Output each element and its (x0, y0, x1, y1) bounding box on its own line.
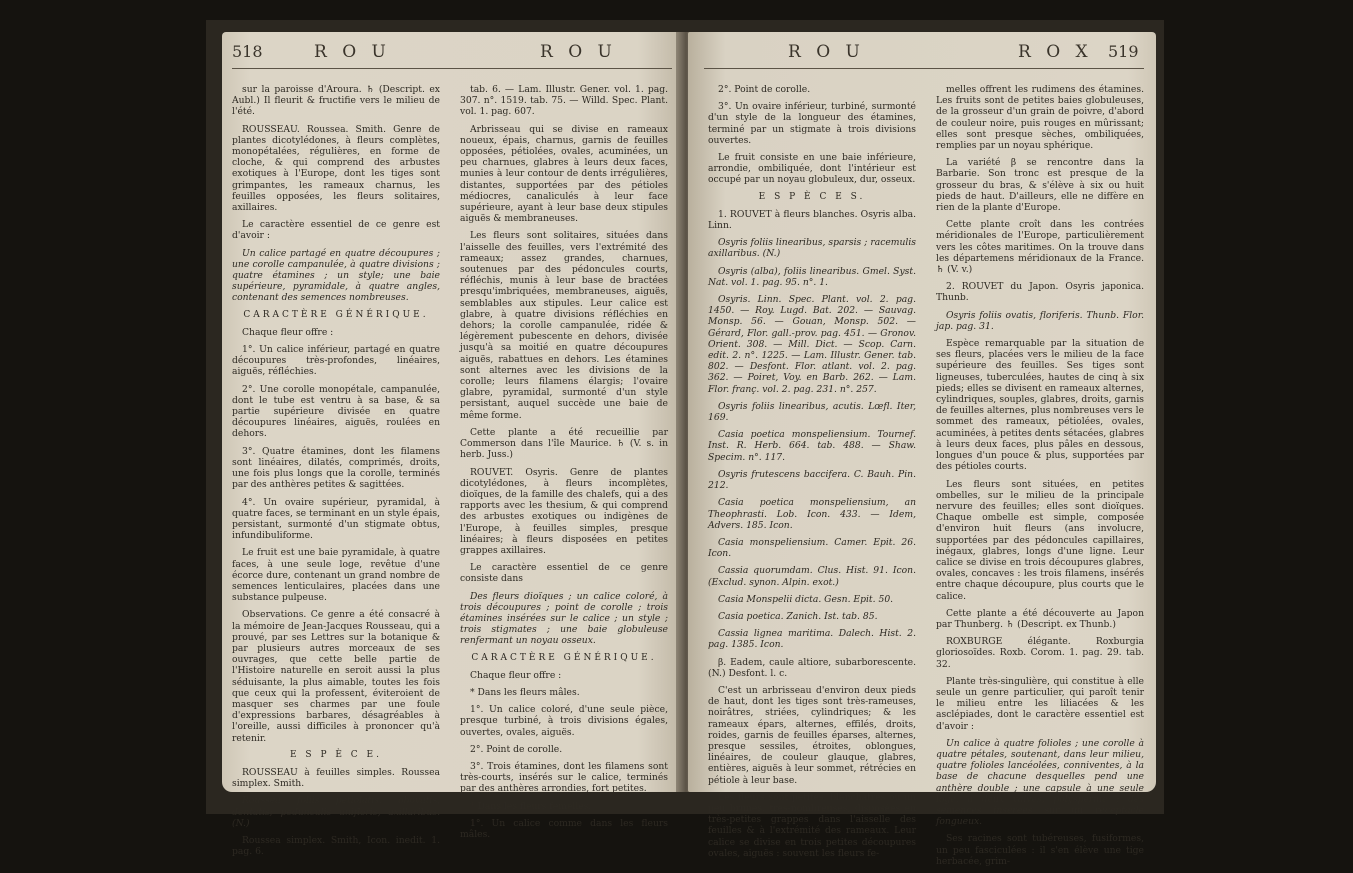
right-column-1 (708, 84, 916, 865)
paragraph: Un calice partagé en quatre découpures ; une corolle campanulée, à quatre divisions ; quatre étamines ; un style; une baie supérieure, pyramidale, à quatre angles, contenant des semences nombreuses. (232, 247, 440, 304)
paragraph: 3°. Un ovaire inférieur, turbiné, surmonté d'un style de la longueur des étamines, terminé par un stigmate à trois divisions ouvertes. (708, 101, 916, 146)
paragraph: E S P È C E. (290, 749, 382, 760)
paragraph: sur la paroisse d'Aroura. ♄ (Descript. ex Aubl.) Il fleurit & fructifie vers le milieu de l'été. (232, 84, 440, 118)
paragraph: Osyris frutescens baccifera. C. Bauh. Pin. 212. (708, 468, 916, 492)
right-page (688, 32, 1156, 867)
paragraph: Le caractère essentiel de ce genre est d'avoir : (232, 219, 440, 242)
paragraph: melles offrent les rudimens des étamines. Les fruits sont de petites baies globuleuses, de la grosseur d'un grain de poivre, d'abord de couleur noire, puis rouges en mûrissant; elles sont presque sèches, ombiliquées, remplies par un noyau sphérique. (936, 84, 1144, 152)
paragraph: Les fleurs sont petites, blanchâtres ou un peu brunes, très-nombreuses, disposées en très-petites grappes dans l'aisselle des feuilles & à l'extrémité des rameaux. Leur calice se divise en trois petites découpures ovales, aiguës : souvent les fleurs fe- (708, 791, 916, 859)
left-page (222, 32, 684, 858)
left-page-number: 518 (232, 42, 263, 61)
paragraph: Plante très-singulière, qui constitue à elle seule un genre particulier, qui paroît tenir le milieu entre les liliacées & les asclépiades, dont le caractère essentiel est d'avoir : (936, 675, 1144, 732)
paragraph: 2. ROUVET du Japon. Osyris japonica. Thunb. (936, 281, 1144, 304)
paragraph: 4°. Un ovaire supérieur, pyramidal, à quatre faces, se terminant en un style épais, persistant, surmonté d'un stigmate obtus, infundibuliforme. (232, 496, 440, 542)
paragraph: ROXBURGE élégante. Roxburgia gloriosoïdes. Roxb. Corom. 1. pag. 29. tab. 32. (936, 636, 1144, 670)
paragraph: Roussea foliis petiolatis, obovatis, dentatis; pedunculis unifloris, axillaribus. (N.) (232, 795, 440, 829)
paragraph: CARACTÈRE GÉNÉRIQUE. (471, 652, 657, 663)
paragraph: tab. 6. — Lam. Illustr. Gener. vol. 1. pag. 307. n°. 1519. tab. 75. — Willd. Spec. Plant. vol. 1. pag. 607. (460, 84, 668, 118)
paragraph: * Dans les fleurs femelles. (470, 800, 592, 812)
paragraph: Osyris. Linn. Spec. Plant. vol. 2. pag. 1450. — Roy. Lugd. Bat. 202. — Sauvag. Monsp. 56. — Gouan, Monsp. 502. — Gérard, Flor. gall.-prov. pag. 451. — Gronov. Orient. 308. — Mill. Dict. — Scop. Carn. edit. 2. n°. 1225. — Lam. Illustr. Gener. tab. 802. — Desfont. Flor. atlant. vol. 2. pag. 362. — Poiret, Voy. en Barb. 262. — Lam. Flor. franç. vol. 2. pag. 231. n°. 257. (708, 294, 916, 395)
paragraph: 1°. Un calice inférieur, partagé en quatre découpures très-profondes, linéaires, aiguës, réfléchies. (232, 344, 440, 378)
left-column-1 (232, 84, 440, 863)
right-header-rule (704, 68, 1144, 69)
paragraph: Osyris foliis ovatis, floriferis. Thunb. Flor. jap. pag. 31. (936, 309, 1144, 332)
paragraph: Casia Monspelii dicta. Gesn. Epit. 50. (718, 593, 894, 605)
paragraph: Chaque fleur offre : (470, 669, 562, 681)
paragraph: Arbrisseau qui se divise en rameaux noueux, épais, charnus, garnis de feuilles opposées, pétiolées, ovales, acuminées, un peu charnues, glabres à leurs deux faces, munies à leur contour de dents irrégulières, distantes, supportées par des pétioles médiocres, canaliculés à leur face supérieure, ayant à leur base deux stipules aiguës & membraneuses. (460, 123, 668, 225)
paragraph: 2°. Point de corolle. (718, 84, 811, 95)
paragraph: Casia poetica. Zanich. Ist. tab. 85. (718, 610, 878, 622)
paragraph: Le caractère essentiel de ce genre consiste dans (460, 562, 668, 585)
paragraph: 2°. Une corolle monopétale, campanulée, dont le tube est ventru à sa base, & sa partie supérieure divisée en quatre découpures linéaires, aiguës, roulées en dehors. (232, 383, 440, 440)
paragraph: Les fleurs sont situées, en petites ombelles, sur le milieu de la principale nervure des feuilles; elles sont dioïques. Chaque ombelle est simple, composée d'environ huit fleurs (ans involucre, supportées par des pédoncules capillaires, inégaux, glabres, longs d'une ligne. Leur calice se divise en trois découpures glabres, ovales, concaves : les trois filamens, insérés entre chaque découpure, plus courts que le calice. (936, 478, 1144, 602)
paragraph: Cette plante croît dans les contrées méridionales de l'Europe, particulièrement vers les côtes maritimes. On la trouve dans les départemens méridionaux de la France. ♄ (V. v.) (936, 219, 1144, 276)
paragraph: Cassia lignea maritima. Dalech. Hist. 2. pag. 1385. Icon. (708, 628, 916, 651)
paragraph: Des fleurs dioïques ; un calice coloré, à trois découpures ; point de corolle ; trois étamines insérées sur le calice ; un style ; trois stigmates ; une baie globuleuse renfermant un noyau osseux. (460, 590, 668, 647)
left-running-head-1: R O U (314, 42, 391, 62)
paragraph: Le fruit est une baie pyramidale, à quatre faces, à une seule loge, revêtue d'une écorce dure, contenant un grand nombre de semences lenticulaires, placées dans une substance pulpeuse. (232, 547, 440, 604)
paragraph: β. Eadem, caule altiore, subarborescente. (N.) Desfont. l. c. (708, 656, 916, 679)
paragraph: Un calice à quatre folioles ; une corolle à quatre pétales, soutenant, dans leur milieu, quatre folioles lancéolées, conniventes, à la base de chacune desquelles pend une anthère double ; une capsule à une seule loge, à deux valves, polysperme ; des semences insérées sur un réceptacle fongueux. (936, 737, 1144, 828)
left-column-2 (460, 84, 668, 846)
paragraph: Cette plante a été découverte au Japon par Thunberg. ♄ (Descript. ex Thunb.) (936, 607, 1144, 630)
paragraph: E S P È C E S. (758, 191, 866, 202)
paragraph: Les fleurs sont solitaires, situées dans l'aisselle des feuilles, vers l'extrémité des rameaux; assez grandes, charnues, soutenues par des pédoncules courts, réfléchis, munis à leur base de bractées presqu'imbriquées, membraneuses, aiguës, semblables aux stipules. Leur calice est glabre, à quatre divisions réfléchies en dehors; la corolle campanulée, ridée & légèrement pubescente en dehors, divisée jusqu'à sa moitié en quatre découpures aiguës, rabattues en dehors. Les étamines sont alternes avec les divisions de la corolle; leurs filamens élargis; l'ovaire glabre, pyramidal, surmonté d'un style persistant, auquel succède une baie de même forme. (460, 230, 668, 421)
paragraph: 1°. Un calice coloré, d'une seule pièce, presque turbiné, à trois divisions égales, ouvertes, ovales, aiguës. (460, 704, 668, 738)
paragraph: Cassia quorumdam. Clus. Hist. 91. Icon. (Exclud. synon. Alpin. exot.) (708, 565, 916, 588)
paragraph: 1. ROUVET à fleurs blanches. Osyris alba. Linn. (708, 208, 916, 232)
paragraph: Osyris (alba), foliis linearibus. Gmel. Syst. Nat. vol. 1. pag. 95. n°. 1. (708, 265, 916, 288)
right-running-head-2: R O X (1018, 42, 1093, 62)
paragraph: CARACTÈRE GÉNÉRIQUE. (243, 309, 429, 320)
paragraph: La variété β se rencontre dans la Barbarie. Son tronc est presque de la grosseur du bras, & s'élève à six ou huit pieds de haut. D'ailleurs, elle ne diffère en rien de la plante d'Europe. (936, 157, 1144, 214)
left-running-head-2: R O U (540, 42, 617, 62)
paragraph: Ses racines sont tubéreuses, fusiformes, un peu fasciculées : il s'en élève une tige herbacée, grim- (936, 833, 1144, 867)
paragraph: Casia monspeliensium. Camer. Epit. 26. Icon. (708, 536, 916, 560)
paragraph: 2°. Point de corolle. (470, 743, 563, 755)
paragraph: Le fruit consiste en une baie inférieure, arrondie, ombiliquée, dont l'intérieur est occupé par un noyau globuleux, dur, osseux. (708, 152, 916, 186)
right-page-number: 519 (1108, 42, 1139, 61)
right-column-2 (936, 84, 1144, 873)
paragraph: * Dans les fleurs mâles. (470, 686, 580, 698)
right-running-head-1: R O U (788, 42, 865, 62)
paragraph: Observations. Ce genre a été consacré à la mémoire de Jean-Jacques Rousseau, qui a prouvé, par ses Lettres sur la botanique & par plusieurs autres morceaux de ses ouvrages, que cette belle partie de l'Histoire naturelle en seroit aussi la plus séduisante, la plus aimable, toutes les fois que ceux qui la professent, éviteroient de masquer ses charmes par une foule d'expressions barbares, désagréables à l'oreille, aussi difficiles à prononcer qu'à retenir. (232, 609, 440, 744)
paragraph: Osyris foliis linearibus, acutis. Lœfl. Iter, 169. (708, 400, 916, 424)
paragraph: Chaque fleur offre : (242, 326, 334, 338)
paragraph: ROUSSEAU. Roussea. Smith. Genre de plantes dicotylédones, à fleurs complètes, monopétalées, régulières, en forme de cloche, & qui comprend des arbustes exotiques à l'Europe, dont les tiges sont grimpantes, les rameaux charnus, les feuilles opposées, les fleurs solitaires, axillaires. (232, 123, 440, 214)
paragraph: ROUSSEAU à feuilles simples. Roussea simplex. Smith. (232, 766, 440, 790)
paragraph: C'est un arbrisseau d'environ deux pieds de haut, dont les tiges sont très-rameuses, noirâtres, striées, cylindriques; & les rameaux épars, alternes, effilés, droits, roides, garnis de feuilles éparses, alternes, presque sessiles, étroites, oblongues, linéaires, de couleur glauque, glabres, entières, aiguës à leur sommet, rétrécies en pétiole à leur base. (708, 684, 916, 786)
paragraph: Cette plante a été recueillie par Commerson dans l'île Maurice. ♄ (V. s. in herb. Juss.) (460, 426, 668, 461)
paragraph: Casia poetica monspeliensium. Tournef. Inst. R. Herb. 664. tab. 488. — Shaw. Specim. n°. 117. (708, 429, 916, 463)
paragraph: Casia poetica monspeliensium, an Theophrasti. Lob. Icon. 433. — Idem, Advers. 185. Icon. (708, 497, 916, 531)
paragraph: Osyris foliis linearibus, sparsis ; racemulis axillaribus. (N.) (708, 237, 916, 260)
paragraph: Roussea simplex. Smith, Icon. inedit. 1. pag. 6. (232, 834, 440, 858)
paragraph: 3°. Quatre étamines, dont les filamens sont linéaires, dilatés, comprimés, droits, une fois plus longs que la corolle, terminés par des anthères petites & sagittées. (232, 445, 440, 491)
paragraph: 1°. Un calice comme dans les fleurs mâles. (460, 817, 668, 840)
paragraph: 3°. Trois étamines, dont les filamens sont très-courts, insérés sur le calice, terminés par des anthères arrondies, fort petites. (460, 760, 668, 795)
paragraph: Espèce remarquable par la situation de ses fleurs, placées vers le milieu de la face supérieure des feuilles. Ses tiges sont ligneuses, tuberculées, hautes de cinq à six pieds; elles se divisent en rameaux alternes, cylindriques, souples, glabres, droits, garnis de feuilles alternes, plus nombreuses vers le sommet des rameaux, pétiolées, ovales, acuminées, à petites dents sétacées, glabres à leurs deux faces, plus pâles en dessous, longues d'un pouce & plus, supportées par des pétioles courts. (936, 338, 1144, 473)
paragraph: ROUVET. Osyris. Genre de plantes dicotylédones, à fleurs incomplètes, dioïques, de la famille des chalefs, qui a des rapports avec les thesium, & qui comprend des arbustes exotiques ou indigènes de l'Europe, à feuilles simples, presque linéaires; à fleurs disposées en petites grappes axillaires. (460, 466, 668, 556)
left-header-rule (232, 68, 672, 69)
